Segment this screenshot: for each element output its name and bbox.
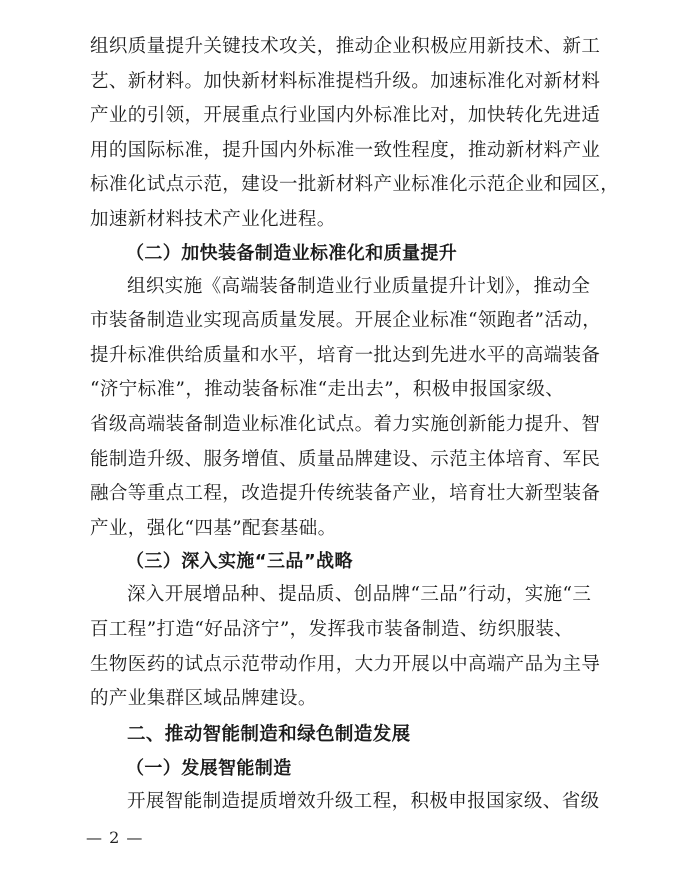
paragraph-line: 能制造升级、服务增值、质量品牌建设、示范主体培育、军民	[90, 448, 601, 470]
paragraph-line: 标准化试点示范，建设一批新材料产业标准化示范企业和园区，	[90, 174, 620, 196]
paragraph-line: 市装备制造业实现高质量发展。开展企业标准“领跑者”活动，	[90, 310, 602, 332]
paragraph-line: 产业，强化“四基”配套基础。	[90, 517, 337, 539]
paragraph-line: 艺、新材料。加快新材料标准提档升级。加速标准化对新材料	[90, 70, 601, 92]
paragraph-line: 深入开展增品种、提品质、创品牌“三品”行动，实施“三	[127, 584, 592, 606]
paragraph-line: “济宁标准”，推动装备标准“走出去”，积极申报国家级、	[90, 379, 565, 401]
paragraph-line: 百工程”打造“好品济宁”，发挥我市装备制造、纺织服装、	[90, 618, 574, 640]
page-number: — 2 —	[86, 828, 144, 847]
paragraph-line: 省级高端装备制造业标准化试点。着力实施创新能力提升、智	[90, 413, 601, 435]
document-body	[90, 30, 620, 819]
paragraph-line: 组织实施《高端装备制造业行业质量提升计划》，推动全	[127, 275, 591, 297]
paragraph-line: 产业的引领，开展重点行业国内外标准比对，加快转化先进适	[90, 105, 601, 127]
paragraph-line: 的产业集群区域品牌建设。	[90, 688, 317, 710]
section-heading: （一）发展智能制造	[126, 757, 292, 779]
section-heading: （二）加快装备制造业标准化和质量提升	[126, 242, 458, 264]
paragraph-line: 提升标准供给质量和水平，培育一批达到先进水平的高端装备	[90, 344, 601, 366]
paragraph-line: 用的国际标准，提升国内外标准一致性程度，推动新材料产业	[90, 139, 601, 161]
chapter-heading: 二、推动智能制造和绿色制造发展	[127, 723, 411, 745]
paragraph-line: 组织质量提升关键技术攻关，推动企业积极应用新技术、新工	[90, 36, 601, 57]
paragraph-line: 生物医药的试点示范带动作用，大力开展以中高端产品为主导	[90, 653, 601, 675]
paragraph-line: 开展智能制造提质增效升级工程，积极申报国家级、省级	[127, 790, 600, 812]
paragraph-line: 加速新材料技术产业化进程。	[90, 208, 336, 230]
paragraph-line: 融合等重点工程，改造提升传统装备产业，培育壮大新型装备	[90, 483, 601, 505]
section-heading: （三）深入实施“三品”战略	[126, 551, 353, 573]
